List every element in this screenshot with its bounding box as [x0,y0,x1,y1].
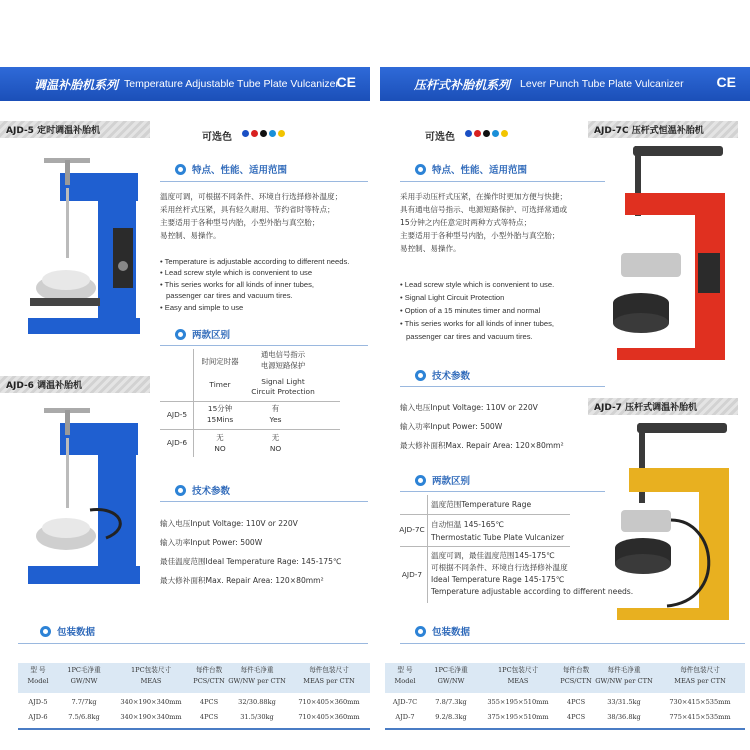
pkg-header-cn: 型 号 [30,666,46,674]
diff-row-timer-cn: 15分钟 [207,404,233,413]
tech-param-line: 最大修补面积Max. Repair Area: 120×80mm² [400,441,564,450]
pkg-cell: 355×195×510mm [487,698,549,706]
feature-cn-line: 采用丝杆式压紧，具有轻久耐用、节约省时等特点； [160,205,335,214]
pkg-header-en: MEAS per CTN [303,677,355,685]
section-title: 技术参数 [192,486,231,497]
divider [160,345,368,346]
section-bullet-icon [175,329,186,340]
pkg-header-en: GW/NW [70,677,98,685]
diff-header: 温度范围Temperature Rage [431,500,532,509]
divider [18,643,368,644]
pkg-cell: 7.7/7kg [71,698,97,706]
diff-row-model: AJD-5 [166,410,188,419]
pkg-header-en: PCS/CTN [560,677,592,685]
table-rule [427,495,428,603]
divider [160,501,368,502]
pkg-header-cn: 每件包装尺寸 [680,666,720,674]
pkg-header-en: Model [27,677,49,685]
section-title: 包装数据 [57,627,96,638]
divider [400,386,605,387]
feature-en-line: • Lead screw style which is convenient to use [160,268,313,278]
swatch-red [474,130,481,137]
pkg-cell: 775×415×535mm [669,713,731,721]
diff-header-timer-en: Timer [209,380,231,389]
pkg-cell: AJD-5 [28,698,48,706]
banner-title-cn: 压杆式补胎机系列 [414,77,511,92]
diff-row-timer-cn: 无 [216,433,224,442]
pkg-header-cn: 每件台数 [195,666,223,674]
section-features [415,162,527,176]
pkg-cell: 9.2/8.3kg [435,713,467,721]
section-bullet-icon [415,164,426,175]
feature-cn-line: 具有通电信号指示、电源短路保护、可选择常通或 [400,205,568,214]
feature-en-line: • Temperature is adjustable according to different needs. [160,257,350,266]
pkg-header-en: MEAS per CTN [674,677,726,685]
section-title: 特点、性能、适用范围 [432,165,528,176]
pkg-header-cn: 每件毛净重 [607,666,641,674]
feature-en-line: passenger car tires and vacuum tires. [166,291,293,301]
diff-header-timer-cn: 时间定时器 [201,357,239,366]
pkg-cell: 4PCS [566,698,586,706]
feature-cn-line: 采用手动压杆式压紧，在操作时更加方便与快捷； [400,192,568,201]
product-tag-ajd5: AJD-5 定时调温补胎机 [0,121,150,138]
pkg-header-en: MEAS [140,677,162,685]
tech-param-line: 输入功率Input Power: 500W [400,422,503,431]
diff-row-model: AJD-7C [399,525,425,534]
pkg-header-en: GW/NW [437,677,465,685]
features-cn-list [160,190,342,242]
pkg-header-cn: 1PC毛净重 [67,666,101,674]
section-bullet-icon [40,626,51,637]
divider [400,181,605,182]
divider [160,181,368,182]
pkg-header-cn: 每件台数 [562,666,590,674]
section-tech-params [175,483,230,497]
feature-cn-line: 易控制、易操作。 [400,244,461,253]
table-rule [160,401,340,402]
vulcanizer-ajd6-image [20,398,150,593]
tech-param-line: 最佳温度范围Ideal Temperature Rage: 145-175℃ [160,557,342,566]
section-title: 技术参数 [432,371,471,382]
features-cn-list [400,190,567,255]
section-bullet-icon [415,626,426,637]
feature-en-line: • Easy and simple to use [160,302,244,312]
tech-param-line: 输入电压Input Voltage: 110V or 220V [160,519,298,528]
swatch-black [483,130,490,137]
pkg-header-en: MEAS [507,677,529,685]
swatch-yellow [501,130,508,137]
diff-row-line: 可根据不同条件、环境自行选择修补温度 [431,563,568,572]
pkg-cell: 4PCS [199,698,219,706]
pkg-header-en: GW/NW per CTN [595,677,653,685]
tech-param-line: 输入电压Input Voltage: 110V or 220V [400,403,538,412]
pkg-table-rule [18,728,370,730]
colors-label: 可选色 [202,132,232,143]
diff-row-line: 自动恒温 145-165℃ [431,520,505,529]
section-packaging [40,624,95,638]
diff-header-prot-en1: Signal Light [261,377,305,386]
feature-cn-line: 易控制、易操作。 [160,231,221,240]
feature-en-line: • Lead screw style which is convenient to use. [400,280,555,289]
colors-label: 可选色 [425,132,455,143]
section-title: 包装数据 [432,627,471,638]
section-title: 两款区别 [432,476,471,487]
tech-param-line: 最大修补面积Max. Repair Area: 120×80mm² [160,576,324,585]
pkg-cell: 340×190×340mm [120,698,182,706]
table-rule [400,514,570,515]
diff-row-line: Thermostatic Tube Plate Vulcanizer [431,533,565,542]
diff-row-model: AJD-6 [166,438,188,447]
section-bullet-icon [415,370,426,381]
page-gutter [370,60,380,750]
vulcanizer-ajd5-image [20,148,150,343]
pkg-header-cn: 1PC毛净重 [434,666,468,674]
diff-row-line: Ideal Temperature Rage 145-175℃ [431,575,565,584]
diff-row-prot-cn: 无 [271,433,280,442]
diff-row-line: 温度可调，最佳温度范围145-175℃ [431,551,555,560]
feature-cn-line: 温度可调，可根据不同条件、环境自行选择修补温度； [160,192,343,201]
pkg-cell: 730×415×535mm [669,698,731,706]
swatch-blue [242,130,249,137]
section-title: 特点、性能、适用范围 [192,165,288,176]
section-tech-params [415,368,470,382]
table-rule [160,429,340,430]
pkg-header-en: Model [394,677,416,685]
pkg-cell: AJD-7C [392,698,418,706]
product-tag-ajd7: AJD-7 压杆式调温补胎机 [588,398,738,415]
feature-cn-line: 主要适用于各种型号内胎，小型外胎与真空胎； [160,218,320,227]
pkg-cell: 38/36.8kg [607,713,641,721]
section-features [175,162,287,176]
swatch-black [260,130,267,137]
left-banner [0,67,370,101]
feature-en-line: passenger car tires and vacuum tires. [406,332,533,341]
banner-title-en: Temperature Adjustable Tube Plate Vulcanizer [124,78,340,90]
pkg-cell: 31.5/30kg [240,713,274,721]
diff-header-prot-en2: Circuit Protection [251,387,315,396]
pkg-cell: AJD-6 [28,713,48,721]
pkg-header-en: GW/NW per CTN [228,677,286,685]
pkg-header-cn: 1PC包装尺寸 [130,666,172,674]
features-en-list [400,278,554,343]
pkg-cell: 710×405×360mm [298,698,360,706]
divider [400,643,745,644]
pkg-header-cn: 1PC包装尺寸 [497,666,539,674]
pkg-header-en: PCS/CTN [193,677,225,685]
diff-row-prot-en: Yes [269,415,282,424]
diff-row-model: AJD-7 [401,570,423,579]
pkg-header-cn: 型 号 [397,666,413,674]
swatch-blue [465,130,472,137]
diff-row-line: Temperature adjustable according to different needs. [431,587,634,596]
section-bullet-icon [175,485,186,496]
pkg-table-rule [385,728,745,730]
feature-en-line: • This series works for all kinds of inner tubes, [160,279,315,289]
swatch-red [251,130,258,137]
product-tag-ajd7c: AJD-7C 压杆式恒温补胎机 [588,121,738,138]
pkg-cell: AJD-7 [395,713,415,721]
tech-params-list [400,398,564,455]
diff-row-timer-en: 15Mins [206,415,234,424]
product-tag-ajd6: AJD-6 调温补胎机 [0,376,150,393]
pkg-cell: 4PCS [566,713,586,721]
feature-en-line: • This series works for all kinds of inner tubes, [400,319,555,328]
features-en-list [160,256,349,313]
pkg-cell: 4PCS [199,713,219,721]
pkg-cell: 32/30.88kg [238,698,276,706]
tech-params-list [160,514,341,590]
swatch-light-blue [492,130,499,137]
diff-row-prot-en: NO [269,444,282,453]
diff-header-prot-cn2: 电源短路保护 [260,361,306,370]
feature-cn-line: 主要适用于各种型号内胎，小型外胎与真空胎； [400,231,560,240]
divider [400,491,605,492]
ce-mark-icon: CE [336,74,356,90]
section-differences [415,473,470,487]
pkg-cell: 340×190×340mm [120,713,182,721]
ce-mark-icon: CE [716,74,736,90]
pkg-cell: 710×405×360mm [298,713,360,721]
right-page [375,0,750,750]
table-rule [400,546,570,547]
swatch-yellow [278,130,285,137]
section-title: 两款区别 [192,330,231,341]
pkg-cell: 7.8/7.3kg [435,698,467,706]
section-bullet-icon [415,475,426,486]
pkg-cell: 375×195×510mm [487,713,549,721]
pkg-cell: 33/31.5kg [607,698,641,706]
section-packaging [415,624,470,638]
pkg-header-cn: 每件毛净重 [240,666,274,674]
banner-title-cn: 调温补胎机系列 [34,77,119,92]
tech-param-line: 输入功率Input Power: 500W [160,538,263,547]
section-differences [175,327,230,341]
swatch-light-blue [269,130,276,137]
banner-title-en: Lever Punch Tube Plate Vulcanizer [520,78,684,90]
pkg-cell: 7.5/6.8kg [68,713,100,721]
feature-en-line: • Signal Light Circuit Protection [400,293,505,302]
vulcanizer-ajd7c-image [603,143,733,368]
section-bullet-icon [175,164,186,175]
diff-row-prot-cn: 有 [271,404,280,413]
diff-row-timer-en: NO [214,444,226,453]
right-banner [380,67,750,101]
feature-en-line: • Option of a 15 minutes timer and normal [400,306,541,315]
pkg-header-cn: 每件包装尺寸 [309,666,349,674]
diff-header-prot-cn1: 通电信号指示 [260,350,306,359]
feature-cn-line: 15分钟之内任意定时两种方式等特点； [400,218,532,227]
